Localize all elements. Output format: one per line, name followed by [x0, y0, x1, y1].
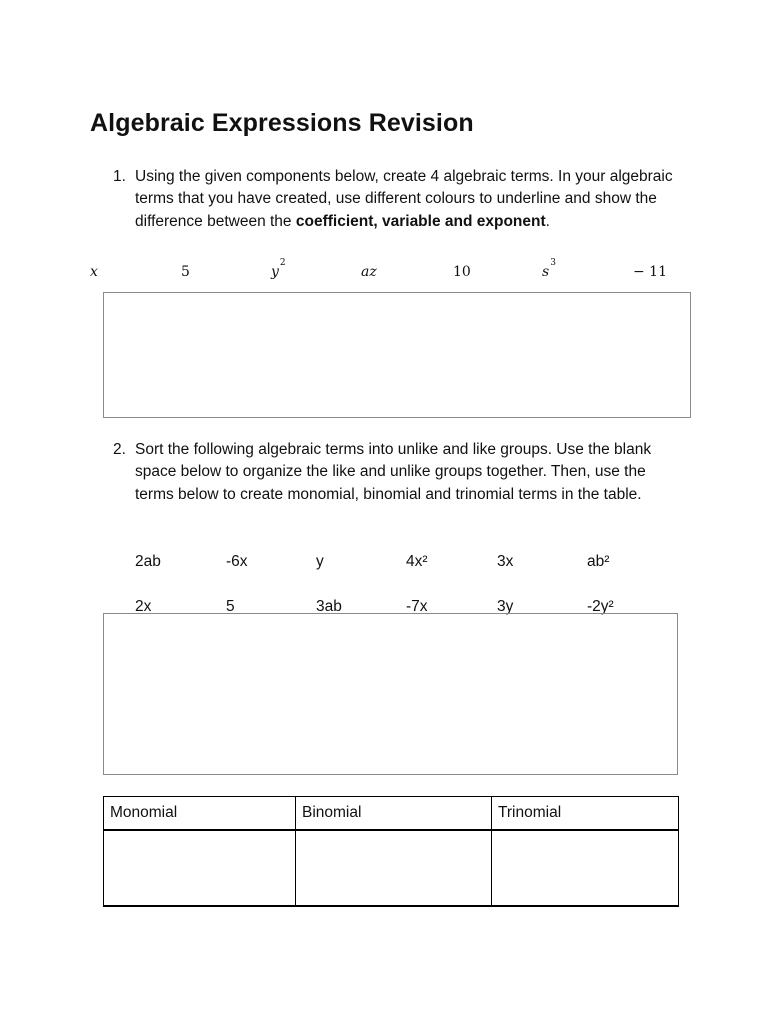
term: 3ab — [316, 598, 342, 615]
term: -2y² — [587, 598, 614, 615]
question-1-text-after: . — [545, 212, 550, 230]
term: -6x — [226, 553, 248, 570]
component-s-cubed: $s^3$ — [542, 258, 556, 280]
monomial-cell[interactable] — [104, 830, 296, 906]
component-10: 10 — [453, 264, 471, 280]
question-1-number: 1. — [113, 168, 126, 185]
answer-box-2[interactable] — [103, 613, 678, 775]
term: 2ab — [135, 553, 161, 570]
table-row — [104, 830, 679, 906]
column-header-monomial: Monomial — [104, 797, 296, 830]
term: 2x — [135, 598, 152, 615]
term: 3x — [497, 553, 514, 570]
term-type-table — [103, 796, 679, 907]
column-header-trinomial: Trinomial — [492, 797, 679, 830]
term: 3y — [497, 598, 514, 615]
trinomial-cell[interactable] — [492, 830, 679, 906]
term: 5 — [226, 598, 235, 615]
column-header-binomial: Binomial — [296, 797, 492, 830]
term: y — [316, 553, 324, 570]
answer-box-1[interactable] — [103, 292, 691, 418]
binomial-cell[interactable] — [296, 830, 492, 906]
term: -7x — [406, 598, 428, 615]
term: ab² — [587, 553, 610, 570]
question-2-text: Sort the following algebraic terms into unlike and like groups. Use the blank space below to organize the like and unlike groups together. Then, use the terms below to create monomial, binomial and trinomial terms in the table. — [135, 441, 652, 503]
component-az: az — [361, 264, 377, 280]
component-minus-11: − 11 — [633, 264, 667, 280]
page-title: Algebraic Expressions Revision — [90, 109, 474, 137]
question-1-text-before: Using the given components below, create 4 algebraic terms. In your algebraic terms that you have created, use different colours to underline and show the difference between the — [135, 168, 673, 230]
term: 4x² — [406, 553, 428, 570]
question-1-text — [135, 166, 683, 233]
table-header-row — [104, 797, 679, 830]
component-5: 5 — [181, 264, 190, 280]
question-2-number: 2. — [113, 441, 126, 458]
component-y-squared: $y^2$ — [271, 258, 286, 280]
question-1-text-bold: coefficient, variable and exponent — [295, 212, 546, 230]
component-x: x — [90, 264, 98, 280]
